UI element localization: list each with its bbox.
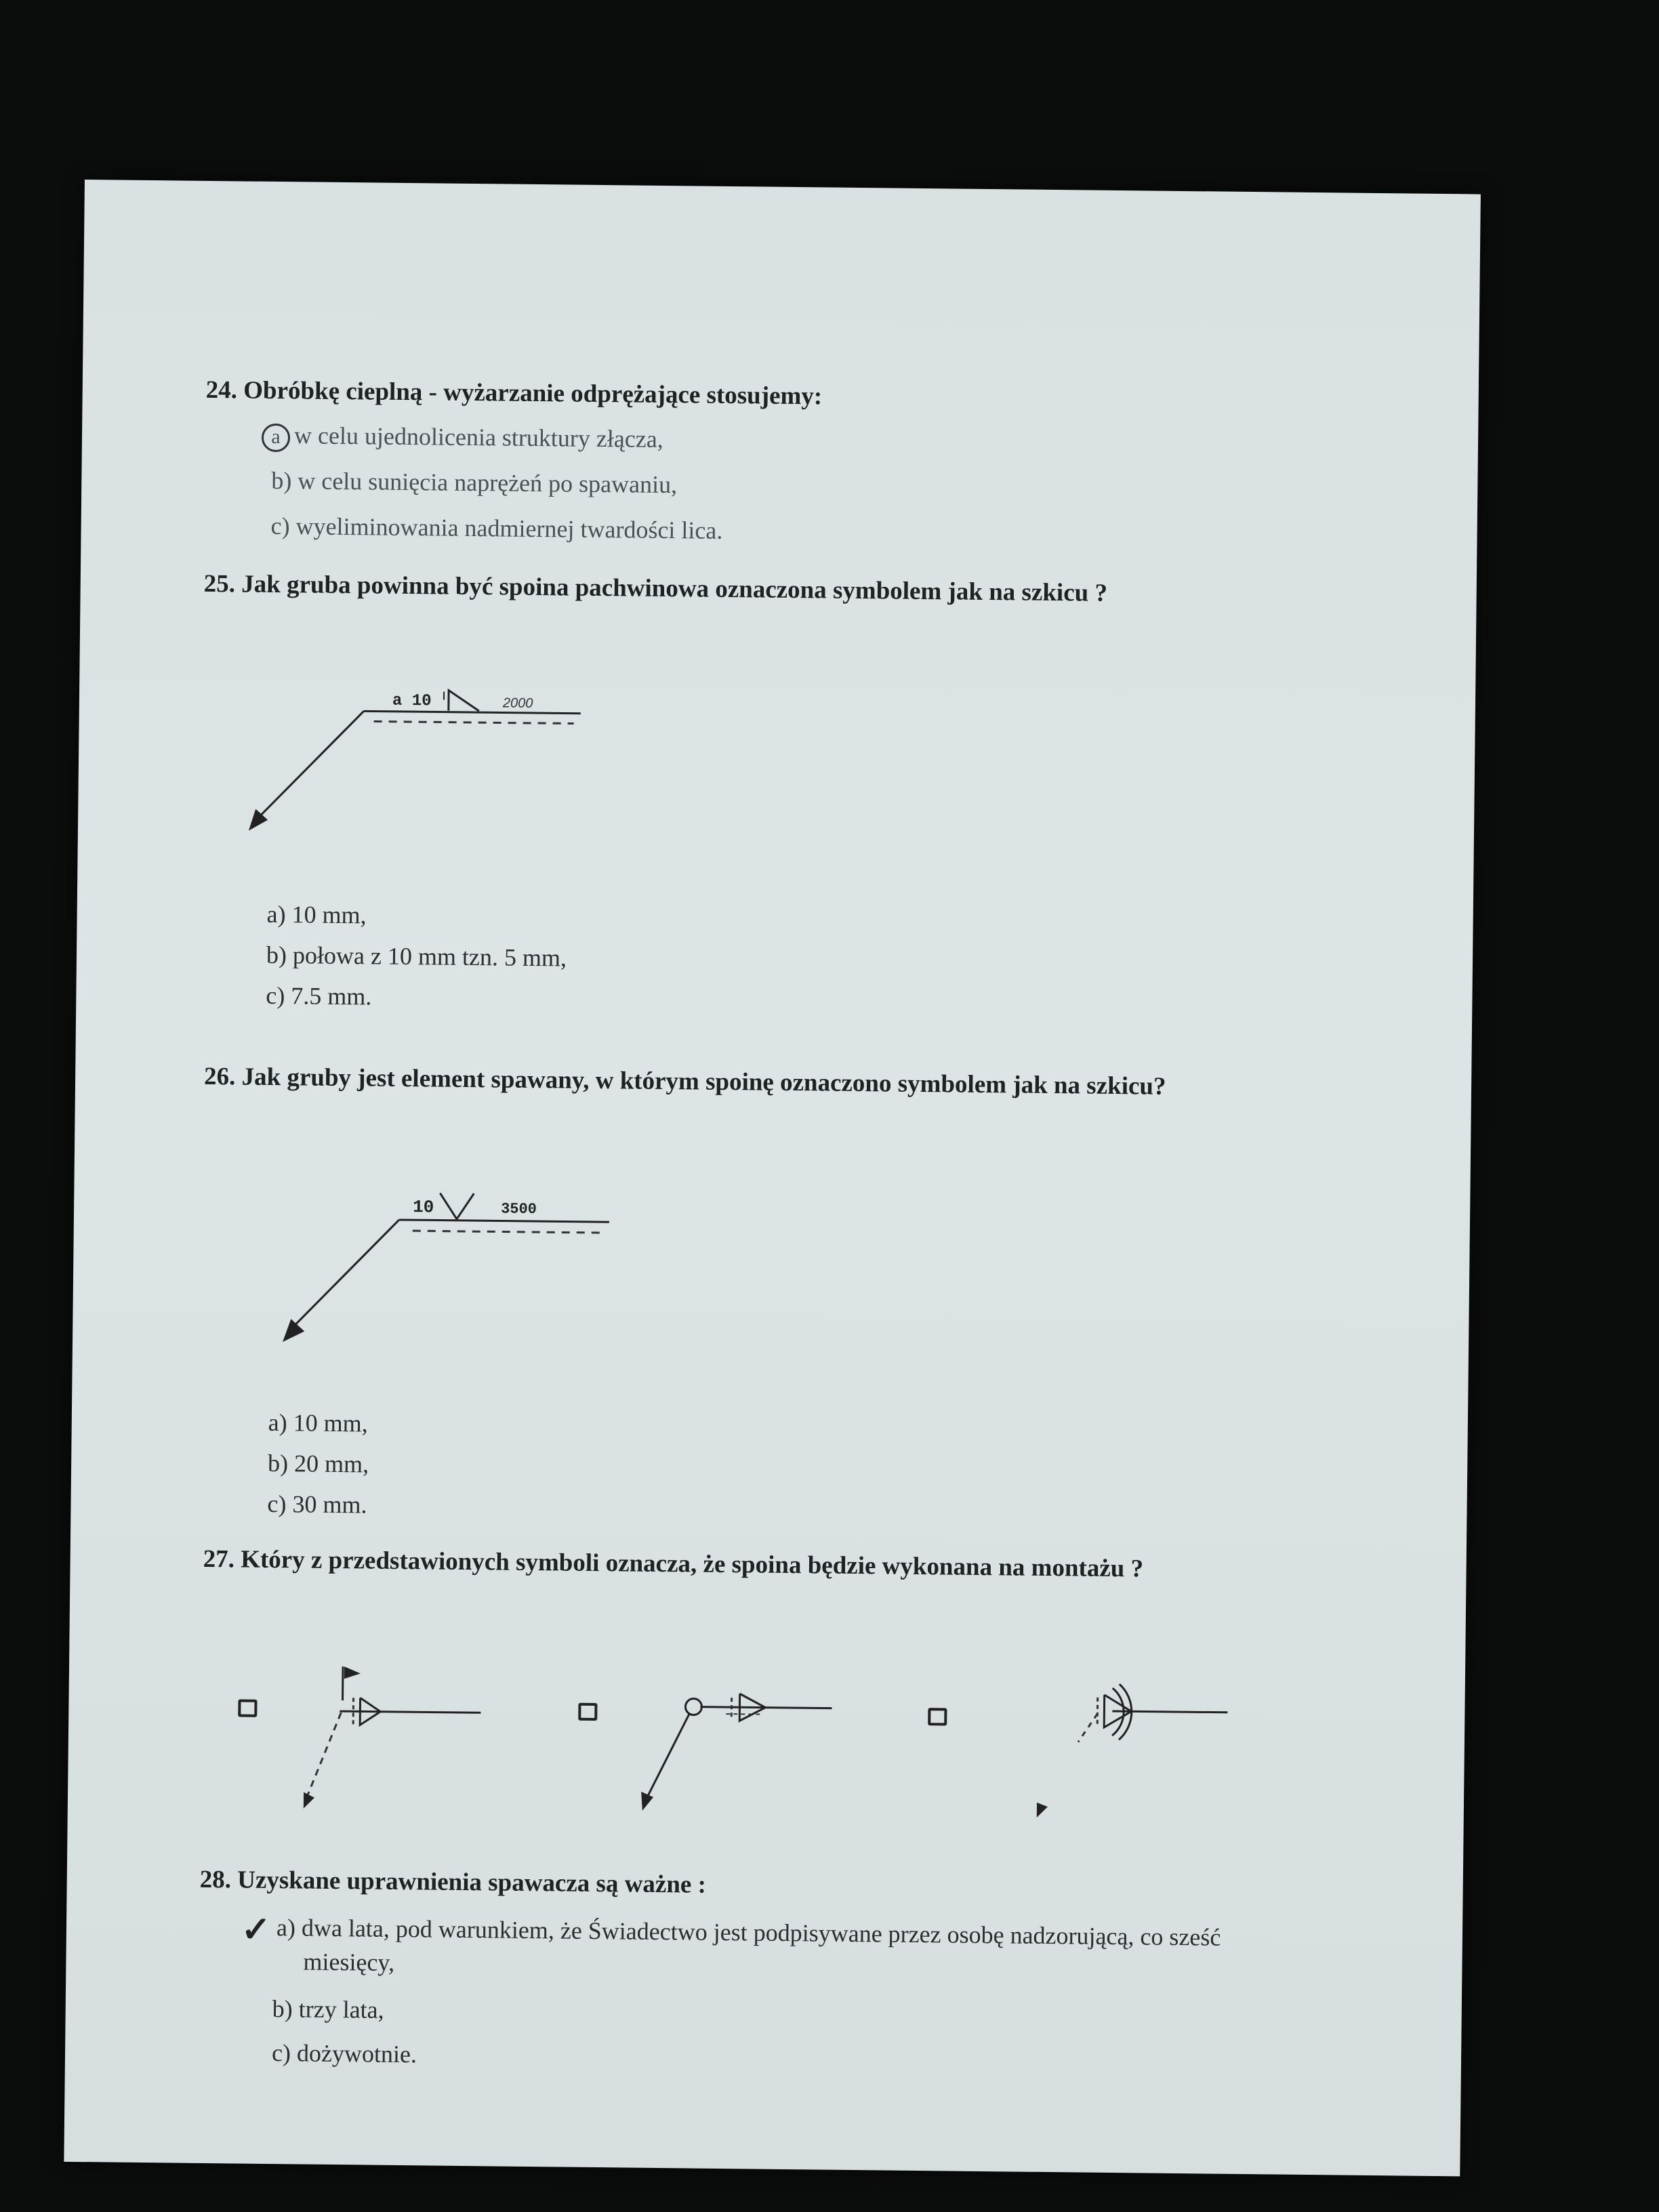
question-28-option-a-continued: miesięcy, — [303, 1948, 395, 1976]
arrow-head — [283, 1319, 304, 1342]
reference-line — [364, 711, 581, 713]
symbol-2-checkbox[interactable] — [578, 1703, 597, 1721]
arrow-line — [289, 1218, 399, 1332]
question-26-option-a[interactable]: a) 10 mm, — [268, 1408, 368, 1437]
question-26-option-c[interactable]: c) 30 mm. — [267, 1490, 367, 1519]
question-26-option-b[interactable]: b) 20 mm, — [267, 1449, 369, 1478]
symbol-1-checkbox[interactable] — [238, 1699, 257, 1717]
dashed-reference-line — [374, 722, 574, 724]
weld-symbol-option-3 — [1016, 1647, 1242, 1839]
checkmark-icon: ✓ — [241, 1910, 271, 1950]
question-24-option-a[interactable]: a w celu ujednolicenia struktury złącza, — [262, 421, 663, 456]
question-26-title: 26. Jak gruby jest element spawany, w którym spoinę oznaczono symbolem jak na szkicu? — [203, 1062, 1166, 1101]
v-weld-symbol — [440, 1193, 474, 1220]
answer-circle-mark: a — [262, 423, 290, 451]
question-24-title: 24. Obróbkę cieplną - wyżarzanie odprężające stosujemy: — [205, 375, 823, 411]
reference-line — [399, 1220, 609, 1222]
weld-length-label: 3500 — [500, 1200, 537, 1218]
question-28-option-a[interactable]: a) dwa lata, pod warunkiem, że Świadectwo jest podpisywane przez osobę nadzorującą, co sześć — [276, 1914, 1221, 1951]
question-24-option-c[interactable]: c) wyeliminowania nadmiernej twardości lica. — [270, 512, 723, 544]
question-28-option-c[interactable]: c) dożywotnie. — [271, 2039, 417, 2068]
weld-symbol-option-2 — [630, 1663, 848, 1841]
weld-length-label: 2000 — [502, 695, 533, 711]
weld-all-around-circle-icon — [685, 1698, 701, 1715]
v-weld-symbol-diagram — [275, 1164, 630, 1385]
element-thickness-label: 10 — [412, 1197, 434, 1218]
question-25-option-a[interactable]: a) 10 mm, — [266, 900, 367, 929]
exam-page — [64, 180, 1481, 2176]
question-24-option-b[interactable]: b) w celu sunięcia naprężeń po spawaniu, — [271, 466, 678, 499]
question-25-title: 25. Jak gruba powinna być spoina pachwinowa oznaczona symbolem jak na szkicu ? — [203, 569, 1108, 607]
question-28-title: 28. Uzyskane uprawnienia spawacza są ważne : — [199, 1865, 707, 1899]
question-25-option-b[interactable]: b) połowa z 10 mm tzn. 5 mm, — [266, 941, 567, 972]
site-weld-flag-icon — [344, 1666, 361, 1679]
arrow-line — [254, 710, 364, 823]
weld-thickness-label: a 10 — [392, 691, 432, 711]
symbol-3-checkbox[interactable] — [928, 1708, 947, 1725]
question-25-option-c[interactable]: c) 7.5 mm. — [266, 981, 372, 1010]
dashed-reference-line — [413, 1231, 602, 1233]
question-27-title: 27. Który z przedstawionych symboli oznacza, że spoina będzie wykonana na montażu ? — [203, 1544, 1144, 1583]
question-28-option-b[interactable]: b) trzy lata, — [272, 1995, 384, 2024]
fillet-weld-triangle — [449, 691, 479, 711]
weld-symbol-option-1 — [291, 1659, 496, 1837]
fillet-weld-symbol-diagram — [240, 669, 594, 889]
